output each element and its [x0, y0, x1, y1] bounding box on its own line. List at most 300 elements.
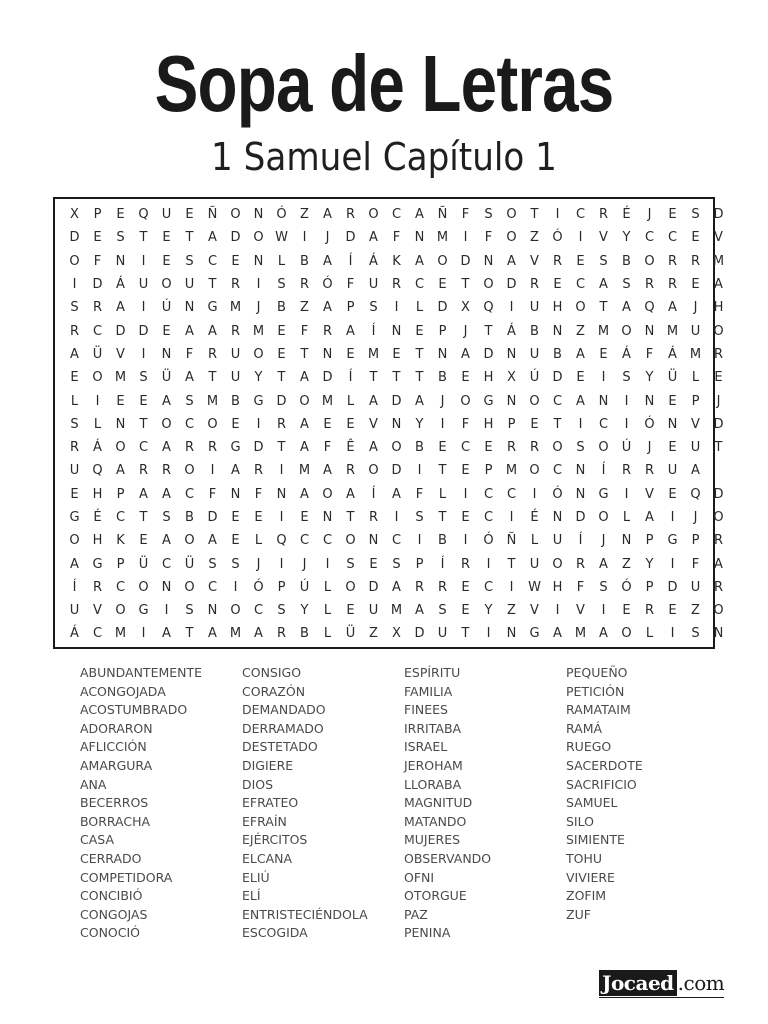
grid-cell: R [713, 533, 724, 549]
grid-cell: W [528, 579, 541, 595]
grid-cell: C [644, 230, 655, 246]
grid-cell: T [599, 300, 608, 316]
grid-cell: I [463, 533, 468, 549]
grid-cell: A [599, 556, 608, 572]
grid-cell: S [369, 300, 378, 316]
grid-cell: E [438, 440, 447, 456]
grid-cell: O [621, 323, 632, 339]
grid-cell: T [438, 463, 447, 479]
grid-cell: E [622, 603, 631, 619]
word-list-item: CASA [80, 832, 114, 848]
grid-cell: E [346, 346, 355, 362]
grid-cell: O [115, 440, 126, 456]
grid-cell: N [253, 253, 264, 269]
grid-cell: S [162, 510, 171, 525]
grid-cell: D [483, 346, 494, 362]
grid-cell: A [231, 463, 240, 479]
grid-cell: A [714, 556, 723, 572]
grid-cell: M [298, 463, 311, 479]
grid-cell: C [299, 533, 310, 549]
grid-cell: S [576, 440, 585, 456]
grid-cell: E [70, 370, 79, 386]
grid-cell: A [599, 277, 608, 293]
grid-cell: D [575, 510, 586, 525]
grid-cell: R [207, 346, 218, 362]
grid-row [63, 226, 723, 249]
word-list-item: BORRACHA [80, 813, 151, 829]
grid-cell: U [690, 579, 701, 595]
grid-cell: E [438, 277, 447, 293]
grid-cell: J [463, 323, 468, 339]
grid-cell: A [323, 207, 332, 223]
grid-cell: R [276, 626, 287, 642]
grid-cell: N [322, 510, 333, 525]
grid-cell: T [438, 510, 447, 525]
grid-cell: T [208, 370, 217, 386]
grid-cell: N [322, 346, 333, 362]
word-list-item: DEMANDADO [242, 702, 326, 718]
grid-cell: O [322, 486, 333, 502]
word-list-item: ELCANA [242, 850, 293, 866]
grid-cell: I [670, 510, 675, 525]
grid-cell: E [93, 230, 102, 246]
grid-cell: E [277, 323, 286, 339]
grid-cell: L [323, 626, 332, 642]
grid-cell: H [483, 370, 494, 386]
grid-cell: F [254, 486, 263, 502]
grid-cell: A [162, 440, 171, 456]
grid-cell: E [461, 370, 470, 386]
grid-cell: E [668, 440, 677, 456]
grid-cell: R [713, 579, 724, 595]
grid-cell: Z [622, 556, 631, 572]
grid-cell: N [644, 393, 655, 409]
grid-cell: U [230, 370, 241, 386]
grid-cell: G [207, 300, 218, 316]
word-list-item: OTORGUE [404, 888, 467, 904]
grid-cell: L [645, 626, 654, 642]
word-list-item: CONSIGO [242, 665, 302, 680]
grid-cell: Ú [621, 440, 632, 456]
grid-cell: I [463, 230, 468, 246]
grid-cell: I [256, 277, 261, 293]
grid-cell: I [601, 603, 606, 619]
grid-cell: C [552, 463, 563, 479]
grid-cell: É [622, 207, 631, 223]
grid-cell: Q [644, 300, 655, 316]
grid-cell: M [390, 603, 403, 619]
grid-cell: C [667, 230, 678, 246]
grid-cell: P [691, 533, 700, 549]
grid-cell: R [598, 207, 609, 223]
grid-cell: Ó [322, 277, 333, 293]
grid-cell: N [391, 323, 402, 339]
grid-cell: Ñ [207, 207, 218, 223]
grid-cell: E [691, 277, 700, 293]
word-list-item: SACRIFICIO [566, 776, 637, 792]
word-list-item: CONOCIÓ [80, 925, 141, 941]
grid-cell: P [116, 486, 125, 502]
grid-cell: I [279, 556, 284, 572]
grid-cell: E [231, 253, 240, 269]
grid-cell: R [391, 277, 402, 293]
grid-cell: N [184, 300, 195, 316]
word-list-column [566, 664, 726, 924]
grid-cell: O [621, 626, 632, 642]
grid-cell: O [69, 533, 80, 549]
grid-cell: V [599, 230, 608, 246]
grid-cell: O [253, 346, 264, 362]
grid-cell: S [70, 300, 79, 316]
grid-cell: P [346, 300, 355, 316]
grid-cell: R [460, 556, 471, 572]
grid-cell: U [138, 277, 149, 293]
grid-cell: L [346, 393, 355, 409]
grid-cell: A [599, 626, 608, 642]
grid-cell: J [601, 533, 606, 549]
grid-cell: M [712, 253, 725, 269]
grid-cell: C [322, 533, 333, 549]
grid-cell: A [162, 533, 171, 549]
grid-cell: N [207, 603, 218, 619]
word-list-item: ESPÍRITU [404, 665, 461, 680]
word-list-item: OFNI [404, 869, 435, 885]
grid-cell: A [185, 370, 194, 386]
grid-cell: I [141, 346, 146, 362]
grid-cell: D [391, 393, 402, 409]
grid-cell: N [667, 416, 678, 432]
grid-cell: R [207, 440, 218, 456]
grid-row [63, 552, 723, 575]
grid-cell: T [346, 510, 355, 525]
grid-cell: O [460, 393, 471, 409]
word-list-item: MAGNITUD [404, 795, 473, 811]
grid-cell: S [622, 370, 631, 386]
grid-cell: A [691, 463, 700, 479]
word-list-item: LLORABA [404, 776, 462, 792]
grid-cell: U [69, 463, 80, 479]
grid-cell: F [392, 230, 401, 246]
grid-cell: A [300, 440, 309, 456]
grid-cell: J [302, 556, 307, 572]
grid-cell: R [575, 556, 586, 572]
grid-cell: Ú [529, 370, 540, 386]
word-list-column [80, 664, 240, 943]
grid-cell: R [529, 277, 540, 293]
grid-cell: R [138, 463, 149, 479]
grid-cell: Í [348, 370, 353, 386]
grid-cell: R [529, 440, 540, 456]
grid-row [63, 343, 724, 366]
grid-cell: S [691, 207, 700, 223]
grid-cell: S [231, 556, 240, 572]
grid-cell: O [161, 277, 172, 293]
grid-cell: O [575, 300, 586, 316]
grid-cell: R [161, 463, 172, 479]
grid-cell: Á [70, 626, 79, 642]
grid-cell: E [369, 556, 378, 572]
grid-cell: C [575, 277, 586, 293]
grid-cell: Z [369, 626, 378, 642]
grid-row [63, 273, 723, 296]
grid-cell: R [184, 440, 195, 456]
grid-cell: D [713, 416, 724, 432]
word-list-column [242, 664, 402, 943]
grid-cell: R [552, 253, 563, 269]
word-list-item: RAMATAIM [566, 702, 631, 718]
grid-cell: Ó [644, 416, 655, 432]
grid-cell: O [184, 533, 195, 549]
grid-cell: O [391, 440, 402, 456]
grid-cell: L [415, 300, 424, 316]
grid-cell: Á [369, 253, 378, 269]
grid-cell: E [484, 440, 493, 456]
word-list-item: PAZ [404, 906, 428, 922]
grid-cell: B [300, 253, 309, 269]
word-list-item: RAMÁ [566, 720, 603, 736]
grid-cell: N [506, 626, 517, 642]
grid-cell: J [647, 440, 652, 456]
grid-cell: Í [578, 533, 583, 549]
grid-cell: A [392, 486, 401, 502]
grid-cell: C [184, 486, 195, 502]
grid-cell: Ú [161, 300, 172, 316]
grid-cell: W [275, 230, 288, 246]
grid-cell: A [622, 300, 631, 316]
grid-cell: M [689, 346, 702, 362]
grid-cell: I [256, 416, 261, 432]
grid-cell: I [670, 556, 675, 572]
grid-cell: U [368, 603, 379, 619]
grid-cell: B [438, 370, 447, 386]
grid-cell: O [368, 463, 379, 479]
grid-cell: L [323, 603, 332, 619]
grid-cell: E [162, 253, 171, 269]
grid-cell: E [139, 533, 148, 549]
grid-cell: I [463, 486, 468, 502]
grid-cell: F [185, 346, 194, 362]
grid-cell: Ü [161, 370, 172, 386]
grid-row [63, 366, 723, 389]
grid-cell: I [555, 603, 560, 619]
letter-grid-frame [53, 197, 725, 649]
grid-cell: L [530, 533, 539, 549]
grid-cell: R [667, 253, 678, 269]
grid-cell: I [325, 556, 330, 572]
grid-cell: B [300, 626, 309, 642]
word-list-item: ABUNDANTEMENTE [80, 665, 203, 680]
grid-cell: O [368, 207, 379, 223]
grid-cell: Ü [184, 556, 195, 572]
word-list-item: CORAZÓN [242, 683, 306, 699]
grid-cell: M [206, 393, 219, 409]
word-list-item: JEROHAM [404, 757, 463, 773]
grid-cell: R [437, 579, 448, 595]
grid-cell: B [438, 533, 447, 549]
grid-cell: U [690, 440, 701, 456]
grid-cell: Ñ [506, 533, 517, 549]
word-list-item: DIOS [242, 776, 274, 792]
grid-cell: A [415, 603, 424, 619]
grid-cell: M [367, 346, 380, 362]
grid-cell: T [461, 277, 470, 293]
grid-cell: U [368, 277, 379, 293]
grid-cell: N [552, 510, 563, 525]
grid-cell: F [93, 253, 102, 269]
grid-cell: H [483, 416, 494, 432]
grid-cell: B [185, 510, 194, 525]
grid-cell: M [666, 323, 679, 339]
grid-cell: S [277, 603, 286, 619]
grid-cell: E [185, 207, 194, 223]
grid-cell: I [624, 486, 629, 502]
grid-cell: E [277, 346, 286, 362]
grid-row [63, 389, 721, 412]
grid-cell: O [299, 393, 310, 409]
grid-cell: A [185, 323, 194, 339]
grid-cell: I [141, 253, 146, 269]
grid-cell: Á [93, 440, 102, 456]
grid-cell: Q [690, 486, 701, 502]
grid-cell: U [667, 463, 678, 479]
grid-cell: T [461, 626, 470, 642]
grid-cell: S [185, 393, 194, 409]
grid-cell: I [624, 393, 629, 409]
grid-cell: I [440, 416, 445, 432]
grid-cell: A [369, 393, 378, 409]
grid-cell: S [139, 370, 148, 386]
word-list-item: ELIÚ [242, 869, 270, 885]
grid-cell: E [254, 510, 263, 525]
grid-cell: R [69, 440, 80, 456]
grid-cell: A [139, 486, 148, 502]
grid-cell: J [647, 207, 652, 223]
grid-cell: A [116, 300, 125, 316]
grid-cell: A [553, 626, 562, 642]
grid-cell: I [670, 626, 675, 642]
grid-cell: F [323, 440, 332, 456]
word-list-item: PENINA [404, 925, 451, 941]
grid-cell: I [601, 370, 606, 386]
grid-cell: Z [530, 230, 539, 246]
grid-cell: A [346, 323, 355, 339]
grid-cell: O [552, 556, 563, 572]
grid-cell: D [322, 370, 333, 386]
grid-cell: I [486, 556, 491, 572]
grid-cell: X [392, 626, 401, 642]
grid-cell: E [714, 370, 723, 386]
grid-cell: E [461, 463, 470, 479]
grid-cell: D [713, 486, 724, 502]
grid-cell: C [161, 556, 172, 572]
grid-cell: Y [622, 230, 631, 246]
word-list-item: ANA [80, 776, 107, 792]
grid-cell: G [138, 603, 149, 619]
grid-cell: A [162, 393, 171, 409]
grid-cell: I [394, 300, 399, 316]
grid-cell: A [70, 556, 79, 572]
grid-cell: R [506, 440, 517, 456]
grid-cell: T [530, 207, 539, 223]
grid-cell: O [161, 416, 172, 432]
grid-cell: I [394, 510, 399, 525]
word-list-item: ACONGOJADA [80, 683, 166, 699]
grid-cell: T [139, 230, 148, 246]
grid-cell: L [277, 253, 286, 269]
grid-cell: F [691, 556, 700, 572]
grid-cell: D [207, 510, 218, 525]
grid-cell: Ü [138, 556, 149, 572]
grid-cell: M [597, 323, 610, 339]
grid-cell: H [92, 533, 103, 549]
grid-cell: M [114, 626, 127, 642]
grid-cell: L [254, 533, 263, 549]
grid-cell: I [417, 533, 422, 549]
grid-row [63, 296, 724, 319]
grid-cell: M [436, 230, 449, 246]
grid-cell: X [507, 370, 516, 386]
grid-row [63, 483, 724, 506]
grid-cell: E [461, 510, 470, 525]
word-list-item: ESCOGIDA [242, 925, 308, 941]
grid-cell: F [208, 486, 217, 502]
word-list-item: DERRAMADO [242, 720, 324, 736]
grid-row [63, 529, 724, 552]
grid-cell: A [300, 370, 309, 386]
grid-cell: M [229, 300, 242, 316]
grid-cell: Y [645, 370, 654, 386]
grid-cell: A [208, 230, 217, 246]
grid-row [63, 250, 725, 273]
grid-cell: T [553, 416, 562, 432]
grid-cell: R [92, 300, 103, 316]
page-subtitle: 1 Samuel Capítulo 1 [211, 135, 557, 179]
grid-cell: E [461, 603, 470, 619]
word-list-item: AMARGURA [80, 757, 153, 773]
grid-cell: U [184, 277, 195, 293]
word-list-item: DIGIERE [242, 757, 294, 773]
grid-cell: D [138, 323, 149, 339]
grid-cell: Y [254, 370, 263, 386]
grid-cell: O [506, 207, 517, 223]
grid-cell: A [576, 346, 585, 362]
word-list-item: MUJERES [404, 832, 461, 848]
grid-cell: P [415, 556, 424, 572]
grid-cell: E [346, 603, 355, 619]
word-list-item: OBSERVANDO [404, 850, 492, 866]
grid-cell: O [598, 440, 609, 456]
grid-cell: S [116, 230, 125, 246]
grid-cell: Á [507, 323, 516, 339]
grid-cell: G [253, 393, 264, 409]
logo-domain-suffix: .com [677, 971, 725, 995]
grid-cell: I [578, 230, 583, 246]
grid-cell: I [141, 626, 146, 642]
grid-cell: C [414, 277, 425, 293]
grid-cell: Z [300, 207, 309, 223]
grid-cell: N [230, 486, 241, 502]
grid-cell: C [138, 440, 149, 456]
grid-cell: M [114, 370, 127, 386]
grid-cell: Q [92, 463, 103, 479]
grid-cell: N [368, 533, 379, 549]
grid-cell: R [713, 346, 724, 362]
grid-cell: O [69, 253, 80, 269]
grid-cell: Ê [346, 440, 355, 456]
grid-cell: O [529, 463, 540, 479]
grid-cell: B [530, 323, 539, 339]
grid-cell: F [645, 346, 654, 362]
